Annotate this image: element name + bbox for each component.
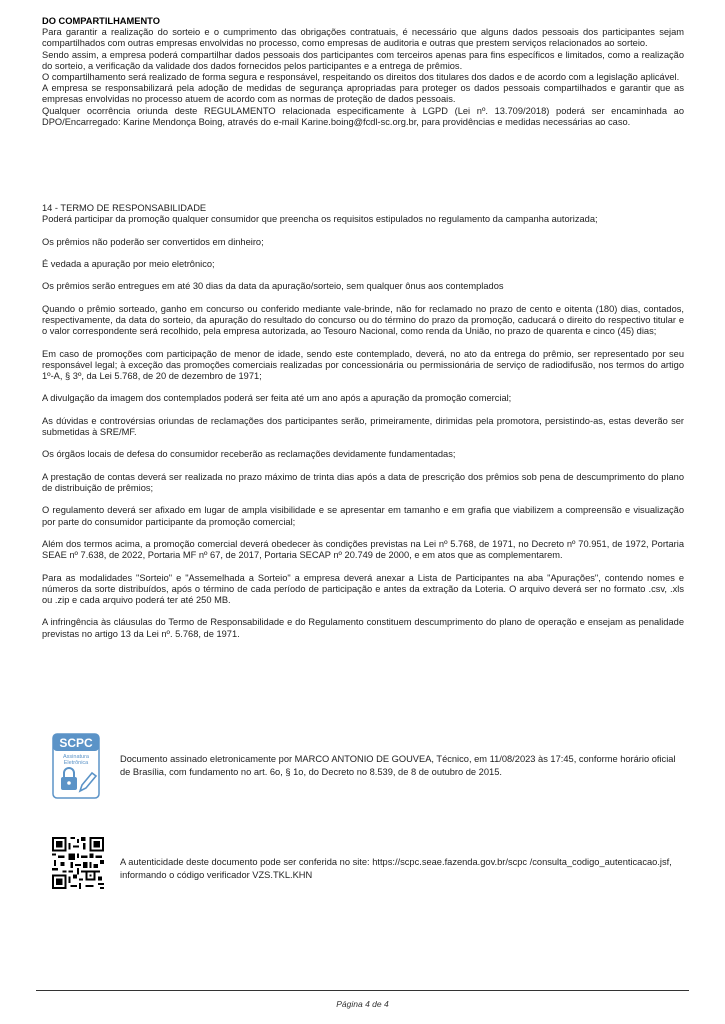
signature-block [52, 733, 692, 799]
terms-paragraph: É vedada a apuração por meio eletrônico; [42, 258, 215, 269]
terms-section [42, 203, 684, 651]
sharing-paragraph: A empresa se responsabilizará pela adoção de medidas de segurança apropriadas para proteger os dados pessoais compartilhados e garantir que as empresas envolvidas no processo atuem de acordo com as normas de proteção de dados pessoais. [42, 83, 684, 105]
terms-paragraph: Além dos termos acima, a promoção comercial deverá obedecer às condições previstas na Lei nº 5.768, de 1971, no Decreto nº 70.951, de 1972, Portaria SEAE nº 7.638, de 2022, Portaria MF nº 67, de 2017, Portaria SECAP nº 20.749 de 2000, e em atos que as complementarem. [42, 538, 684, 561]
authenticity-block [52, 837, 692, 895]
terms-paragraph: Poderá participar da promoção qualquer consumidor que preencha os requisitos estipulados no regulamento da campanha autorizada; [42, 214, 598, 225]
terms-paragraph: A infringência às cláusulas do Termo de Responsabilidade e do Regulamento constituem descumprimento do plano de operação e ensejam as penalidade previstas no artigo 13 da Lei nº. 5.768, de 1971. [42, 617, 684, 639]
terms-paragraph: Os prêmios não poderão ser convertidos em dinheiro; [42, 236, 264, 247]
sharing-paragraph: Para garantir a realização do sorteio e o cumprimento das obrigações contratuais, é necessário que alguns dados pessoais dos participantes sejam compartilhados com outras empresas envolvidas no processo, como empresas de auditoria e outras que prestem serviços relacionados ao sorteio. [42, 27, 684, 49]
sharing-paragraph: O compartilhamento será realizado de forma segura e responsável, respeitando os direitos dos titulares dos dados e de acordo com a legislação aplicável. [42, 72, 680, 83]
terms-paragraph: A prestação de contas deverá ser realizada no prazo máximo de trinta dias após a data de prescrição dos prêmios sob pena de descumprimento do plano de distribuição de prêmios; [42, 471, 684, 493]
logo-sub1: Assinatura [63, 754, 89, 760]
scpc-signature-logo-icon [52, 733, 100, 799]
logo-title: SCPC [59, 736, 93, 750]
logo-sub2: Eletrônica [63, 760, 89, 766]
terms-paragraph: Quando o prêmio sorteado, ganho em concurso ou conferido mediante vale-brinde, não for reclamado no prazo de cento e oitenta (180) dias, contados, respectivamente, da data do sorteio, da apuração do resultado do concurso ou do término do prazo da promoção, caducará o direito do respectivo titular e o valor correspondente será recolhido, pela empresa autorizada, ao Tesouro Nacional, como renda da União, no prazo de quarenta e cinco (45) dias; [42, 303, 684, 337]
authenticity-text: A autenticidade deste documento pode ser conferida no site: https://scpc.seae.fazenda.gov.br/scpc /consulta_codigo_autenticacao.jsf, informando o código verificador VZS.TKL.KHN [120, 857, 672, 880]
sharing-paragraph: Sendo assim, a empresa poderá compartilhar dados pessoais dos participantes com terceiros apenas para fins específicos e limitados, como a realização do sorteio, a verificação da validade dos dados fornecidos pelos participantes e a entrega de prêmios. [42, 49, 684, 71]
terms-heading: 14 - TERMO DE RESPONSABILIDADE [42, 203, 207, 213]
terms-paragraph: O regulamento deverá ser afixado em lugar de ampla visibilidade e se apresentar em tamanho e em grafia que viabilizem a compreensão e visualização por parte do consumidor participante da promoção comercial; [42, 505, 684, 527]
terms-paragraph: Os órgãos locais de defesa do consumidor receberão as reclamações devidamente fundamentadas; [42, 449, 456, 460]
terms-paragraph: A divulgação da imagem dos contemplados poderá ser feita até um ano após a apuração da promoção comercial; [42, 393, 512, 404]
terms-paragraph: Em caso de promoções com participação de menor de idade, sendo este contemplado, deverá, no ato da entrega do prêmio, ser representado por seu responsável legal; à exceção das promoções comerciais realizadas por concessionária ou permissionária de serviço de radiodifusão, nos termos do artigo 1º-A, § 3º, da Lei 5.768, de 20 de dezembro de 1971; [42, 348, 684, 381]
terms-paragraph: Para as modalidades "Sorteio" e "Assemelhada a Sorteio" a empresa deverá anexar a Lista de Participantes na aba "Apurações", contendo nomes e números da sorte distribuídos, após o término de cada período de participação e antes da extração da Loteria. O arquivo deverá ser no formato .csv, .xls ou .zip e cada arquivo poderá ter até 250 MB. [42, 572, 684, 605]
sharing-section [42, 16, 684, 128]
page-number: Página 4 de 4 [336, 999, 389, 1009]
sharing-paragraph: Qualquer ocorrência oriunda deste REGULAMENTO relacionada especificamente à LGPD (Lei nº. 13.709/2018) poderá ser encaminhada ao DPO/Encarregado: Karine Mendonça Boing, através do e-mail Karine.boing@fcdl-sc.org.br, para providências e medidas necessárias ao caso. [42, 105, 684, 127]
sharing-heading: DO COMPARTILHAMENTO [42, 16, 160, 26]
terms-paragraph: As dúvidas e controvérsias oriundas de reclamações dos participantes serão, primeiramente, dirimidas pela promotora, persistindo-as, estas deverão ser submetidas à SRE/MF. [42, 415, 684, 437]
signature-text: Documento assinado eletronicamente por MARCO ANTONIO DE GOUVEA, Técnico, em 11/08/2023 às 17:45, conforme horário oficial de Brasília, com fundamento no art. 6o, § 1o, do Decreto no 8.539, de 8 de outubro de 2015. [120, 754, 676, 777]
footer-divider [36, 990, 689, 991]
qr-code-icon [52, 837, 104, 889]
terms-paragraph: Os prêmios serão entregues em até 30 dias da data da apuração/sorteio, sem qualquer ônus aos contemplados [42, 281, 504, 292]
